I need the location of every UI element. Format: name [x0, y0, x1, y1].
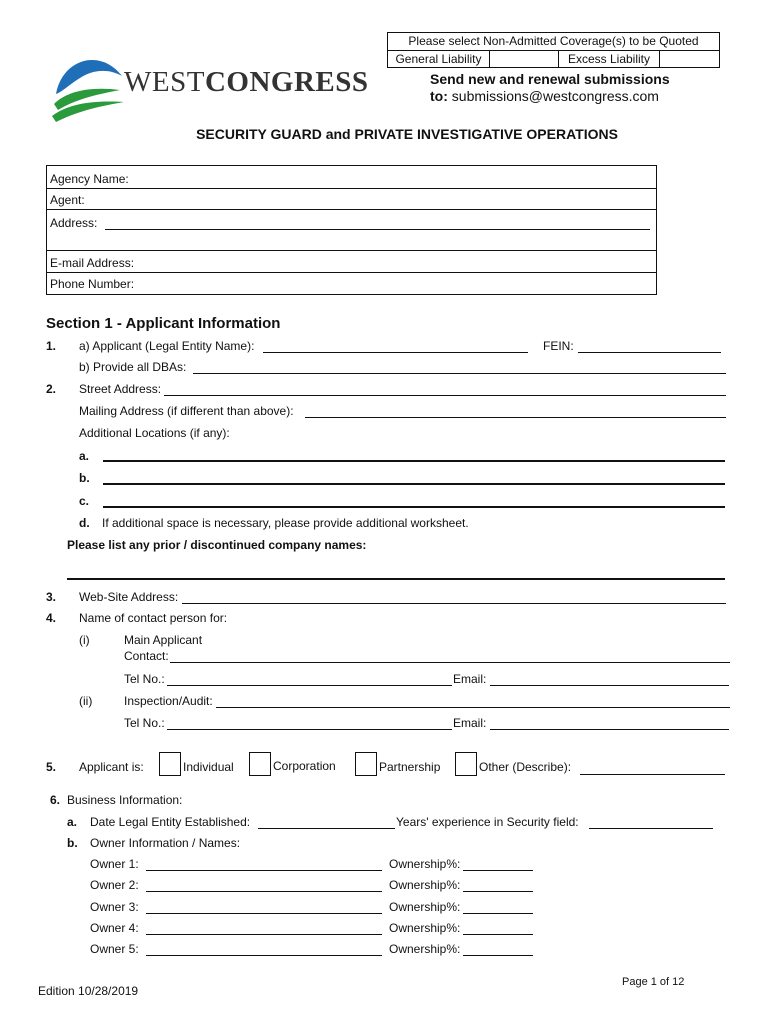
submit-to-label: to:	[430, 88, 448, 104]
date-established-field[interactable]	[258, 828, 395, 829]
q5-number: 5.	[46, 760, 57, 774]
years-exp-field[interactable]	[589, 828, 713, 829]
business-b-label: b.	[67, 836, 78, 850]
email-label: Email:	[453, 672, 487, 686]
ownership-2-field[interactable]	[463, 891, 533, 892]
owner-2-field[interactable]	[146, 891, 382, 892]
ownership-4-label: Ownership%:	[389, 921, 461, 935]
logo-west: WEST	[124, 66, 205, 98]
email-label: E-mail Address:	[50, 256, 135, 270]
submit-line1: Send new and renewal submissions	[430, 71, 670, 87]
other-describe-field[interactable]	[580, 774, 725, 775]
form-title: SECURITY GUARD and PRIVATE INVESTIGATIVE OPERATIONS	[196, 126, 618, 142]
owner-3-label: Owner 3:	[90, 900, 139, 914]
coverage-title: Please select Non-Admitted Coverage(s) to be Quoted	[408, 34, 699, 48]
contact-ii-label: (ii)	[79, 694, 93, 708]
other-checkbox[interactable]	[455, 752, 477, 776]
dba-field[interactable]	[193, 373, 726, 374]
street-label: Street Address:	[79, 382, 162, 396]
mailing-field[interactable]	[305, 417, 726, 418]
location-a-field[interactable]	[103, 460, 725, 462]
contact-for-label: Name of contact person for:	[79, 611, 228, 625]
ownership-1-field[interactable]	[463, 870, 533, 871]
q1b-label: b) Provide all DBAs:	[79, 360, 187, 374]
q1a-label: a) Applicant (Legal Entity Name):	[79, 339, 255, 353]
excess-liability-label: Excess Liability	[559, 51, 660, 68]
date-established-label: Date Legal Entity Established:	[90, 815, 251, 829]
fein-field[interactable]	[578, 352, 721, 353]
page-number: Page 1 of 12	[622, 976, 685, 988]
phone-label: Phone Number:	[50, 277, 135, 291]
q2-number: 2.	[46, 382, 57, 396]
location-b-label: b.	[79, 471, 90, 485]
ownership-4-field[interactable]	[463, 934, 533, 935]
email2-label: Email:	[453, 716, 487, 730]
owner-3-field[interactable]	[146, 913, 382, 914]
location-d-label: d.	[79, 516, 90, 530]
ownership-3-field[interactable]	[463, 913, 533, 914]
edition-label: Edition 10/28/2019	[38, 984, 139, 998]
owner-4-label: Owner 4:	[90, 921, 139, 935]
partnership-label: Partnership	[379, 760, 441, 774]
location-c-label: c.	[79, 494, 90, 508]
ownership-2-label: Ownership%:	[389, 878, 461, 892]
agent-label: Agent:	[50, 193, 85, 207]
agency-name-label: Agency Name:	[50, 172, 129, 186]
prior-names-field[interactable]	[67, 578, 725, 580]
location-d-text: If additional space is necessary, please provide additional worksheet.	[102, 516, 469, 530]
mailing-label: Mailing Address (if different than above):	[79, 404, 294, 418]
owner-1-label: Owner 1:	[90, 857, 139, 871]
owner-4-field[interactable]	[146, 934, 382, 935]
westcongress-logo	[48, 54, 369, 124]
submit-email[interactable]: submissions@westcongress.com	[451, 88, 659, 104]
q1-number: 1.	[46, 339, 57, 353]
owner-info-label: Owner Information / Names:	[90, 836, 241, 850]
prior-names-label: Please list any prior / discontinued company names:	[67, 538, 367, 552]
tel-label: Tel No.:	[124, 672, 165, 686]
partnership-checkbox[interactable]	[355, 752, 377, 776]
agency-box	[46, 165, 657, 295]
inspection-label: Inspection/Audit:	[124, 694, 213, 708]
street-field[interactable]	[164, 395, 726, 396]
owner-1-field[interactable]	[146, 870, 382, 871]
q3-number: 3.	[46, 590, 57, 604]
address-line[interactable]	[105, 229, 650, 230]
coverage-row	[388, 50, 719, 68]
tel-field[interactable]	[167, 685, 452, 686]
general-liability-checkbox[interactable]	[490, 51, 559, 68]
additional-locations-label: Additional Locations (if any):	[79, 426, 230, 440]
location-b-field[interactable]	[103, 483, 725, 485]
logo-mark-icon	[48, 54, 128, 124]
location-c-field[interactable]	[103, 506, 725, 508]
other-label: Other (Describe):	[479, 760, 572, 774]
location-a-label: a.	[79, 449, 90, 463]
owner-5-field[interactable]	[146, 955, 382, 956]
email2-field[interactable]	[490, 729, 729, 730]
logo-wordmark	[124, 66, 368, 99]
ownership-5-label: Ownership%:	[389, 942, 461, 956]
section1-heading: Section 1 - Applicant Information	[46, 315, 281, 332]
inspection-field[interactable]	[216, 707, 730, 708]
tel2-label: Tel No.:	[124, 716, 165, 730]
ownership-3-label: Ownership%:	[389, 900, 461, 914]
q6-number: 6.	[50, 793, 61, 807]
owner-2-label: Owner 2:	[90, 878, 139, 892]
general-liability-label: General Liability	[388, 51, 490, 68]
individual-checkbox[interactable]	[159, 752, 181, 776]
tel2-field[interactable]	[167, 729, 452, 730]
main-contact-label: Contact:	[124, 649, 169, 663]
website-label: Web-Site Address:	[79, 590, 179, 604]
owner-5-label: Owner 5:	[90, 942, 139, 956]
main-applicant-label: Main Applicant	[124, 633, 203, 647]
corporation-checkbox[interactable]	[249, 752, 271, 776]
website-field[interactable]	[182, 603, 726, 604]
email-field[interactable]	[490, 685, 729, 686]
excess-liability-checkbox[interactable]	[660, 51, 718, 68]
individual-label: Individual	[183, 760, 234, 774]
contact-i-label: (i)	[79, 633, 90, 647]
main-contact-field[interactable]	[170, 662, 730, 663]
ownership-1-label: Ownership%:	[389, 857, 461, 871]
corporation-label: Corporation	[273, 759, 336, 773]
address-label: Address:	[50, 216, 98, 230]
q4-number: 4.	[46, 611, 57, 625]
submit-line2	[430, 88, 659, 104]
fein-label: FEIN:	[543, 339, 574, 353]
applicant-name-field[interactable]	[263, 352, 528, 353]
ownership-5-field[interactable]	[463, 955, 533, 956]
logo-congress: CONGRESS	[204, 66, 369, 98]
business-a-label: a.	[67, 815, 78, 829]
coverage-box	[387, 32, 720, 68]
years-exp-label: Years' experience in Security field:	[396, 815, 579, 829]
business-info-label: Business Information:	[67, 793, 183, 807]
applicant-is-label: Applicant is:	[79, 760, 144, 774]
